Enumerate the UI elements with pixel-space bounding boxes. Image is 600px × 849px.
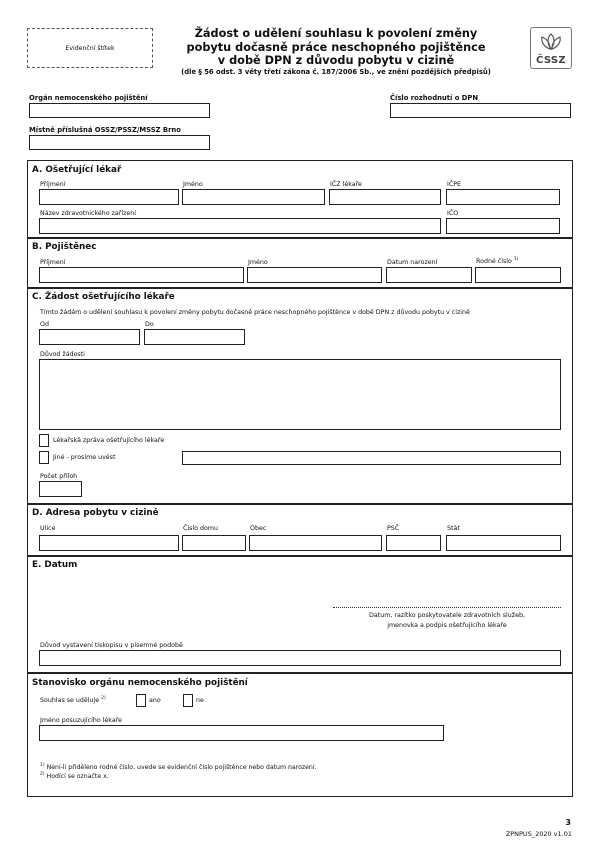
signature-caption-1: Datum, razítko poskytovatele zdravotních služeb, [369,612,525,619]
municipality-input[interactable] [249,535,382,551]
paper-reason-label: Důvod vystavení tiskopisu v písemné podobě [40,642,183,649]
doctor-icpe-label: IČPE [447,181,462,188]
other-label: Jiné - prosíme uvést [53,454,116,461]
to-date-input[interactable] [144,329,245,345]
registration-label-text: Evidenční štítek [65,44,115,52]
doctor-surname-input[interactable] [39,189,179,205]
opinion-title: Stanovisko orgánu nemocenského pojištění [32,678,248,688]
other-checkbox[interactable] [39,451,49,464]
page-number: 3 [565,818,571,827]
registration-label-box [27,28,153,68]
doctor-icz-label: IČZ lékaře [330,181,362,188]
attachments-input[interactable] [39,481,82,497]
footnote-2-mark: 2) [40,772,45,777]
insured-name-input[interactable] [247,267,382,283]
section-b-title: B. Pojištěnec [32,242,97,252]
consent-no-label: ne [196,697,204,704]
birth-number-footnote-ref: 1) [513,257,519,262]
house-number-label: Číslo domu [183,525,219,532]
local-office-input[interactable] [29,135,210,150]
title-subtitle: (dle § 56 odst. 3 věty třetí zákona č. 187/2006 Sb., ve znění pozdějších předpisů) [181,67,491,76]
consent-yes-checkbox[interactable] [136,694,146,707]
street-input[interactable] [39,535,179,551]
signature-line[interactable] [333,607,561,608]
section-c-request [27,288,573,504]
ico-label: IČO [447,210,459,217]
doctor-name-input[interactable] [182,189,325,205]
reason-textarea[interactable] [39,359,561,430]
decision-number-label: Číslo rozhodnutí o DPN [390,94,479,102]
from-label: Od [40,321,49,328]
section-e-date [27,556,573,673]
ico-input[interactable] [446,218,560,234]
section-b-insured [27,238,573,288]
attachments-label: Počet příloh [40,473,78,480]
doctor-icz-input[interactable] [329,189,441,205]
street-label: Ulice [40,525,56,532]
decision-number-input[interactable] [390,103,571,118]
footnote-2-text: Hodící se označte x. [46,773,109,781]
section-a-doctor [27,160,573,238]
reason-label: Důvod žádosti [40,351,85,358]
consent-label [40,697,106,704]
other-input[interactable] [182,451,561,465]
form-code: ZPNPUS_2020 v1.01 [505,830,572,838]
country-label: Stát [447,525,460,532]
house-number-input[interactable] [182,535,246,551]
local-office-label: Místně příslušná OSSZ/PSSZ/MSSZ Brno [29,126,181,134]
birth-number-text: Rodné číslo [476,258,512,266]
to-label: Do [145,321,154,328]
from-date-input[interactable] [39,329,140,345]
footnote-1 [40,764,317,771]
section-d-title: D. Adresa pobytu v cizině [32,508,159,518]
paper-reason-input[interactable] [39,650,561,666]
title-line-2: pobytu dočasně práce neschopného pojištěnce [186,40,486,54]
logo-text: ČSSZ [536,55,566,66]
medical-report-checkbox[interactable] [39,434,49,447]
consent-yes-label: ano [149,697,161,704]
organ-input[interactable] [29,103,210,118]
medical-report-label: Lékařská zpráva ošetřujícího lékaře [53,437,165,444]
footnote-2 [40,773,109,780]
cssz-logo [530,27,572,69]
birthdate-input[interactable] [386,267,472,283]
signature-caption-2: jmenovka a podpis ošetřujícího lékaře [387,622,507,629]
footnote-1-text: Není-li přiděleno rodné číslo, uvede se evidenční číslo pojištěnce nebo datum narození. [46,764,317,772]
insured-name-label: Jméno [248,259,268,266]
facility-input[interactable] [39,218,441,234]
section-d-address [27,504,573,556]
doctor-surname-label: Příjmení [40,181,66,188]
section-a-title: A. Ošetřující lékař [32,165,122,175]
zip-input[interactable] [386,535,441,551]
title-line-1: Žádost o udělení souhlasu k povolení změny [194,27,478,40]
assessor-input[interactable] [39,725,444,741]
country-input[interactable] [446,535,561,551]
consent-footnote-ref: 2) [101,696,106,701]
birth-number-input[interactable] [475,267,561,283]
insured-surname-input[interactable] [39,267,244,283]
organ-label: Orgán nemocenského pojištění [29,94,148,102]
doctor-name-label: Jméno [183,181,203,188]
title-line-3: v době DPN z důvodu pobytu v cizině [217,54,455,67]
facility-label: Název zdravotnického zařízení [40,210,137,217]
request-statement: Tímto žádám o udělení souhlasu k povolení změny pobytu dočasně práce neschopného pojištěnce v době DPN z důvodu pobytu v cizině [40,309,470,316]
form-title [166,27,506,77]
zip-label: PSČ [387,525,400,532]
birth-number-label [476,258,519,265]
section-e-title: E. Datum [32,560,78,570]
assessor-label: Jméno posuzujícího lékaře [40,717,123,724]
insured-surname-label: Příjmení [40,259,66,266]
doctor-icpe-input[interactable] [446,189,560,205]
consent-text: Souhlas se uděluje [40,697,100,705]
birthdate-label: Datum narození [387,259,438,266]
municipality-label: Obec [250,525,267,532]
section-insurance-opinion [27,673,573,797]
section-c-title: C. Žádost ošetřujícího lékaře [32,292,175,302]
footnote-1-mark: 1) [40,763,45,768]
consent-no-checkbox[interactable] [183,694,193,707]
flower-logo-icon [531,31,571,53]
